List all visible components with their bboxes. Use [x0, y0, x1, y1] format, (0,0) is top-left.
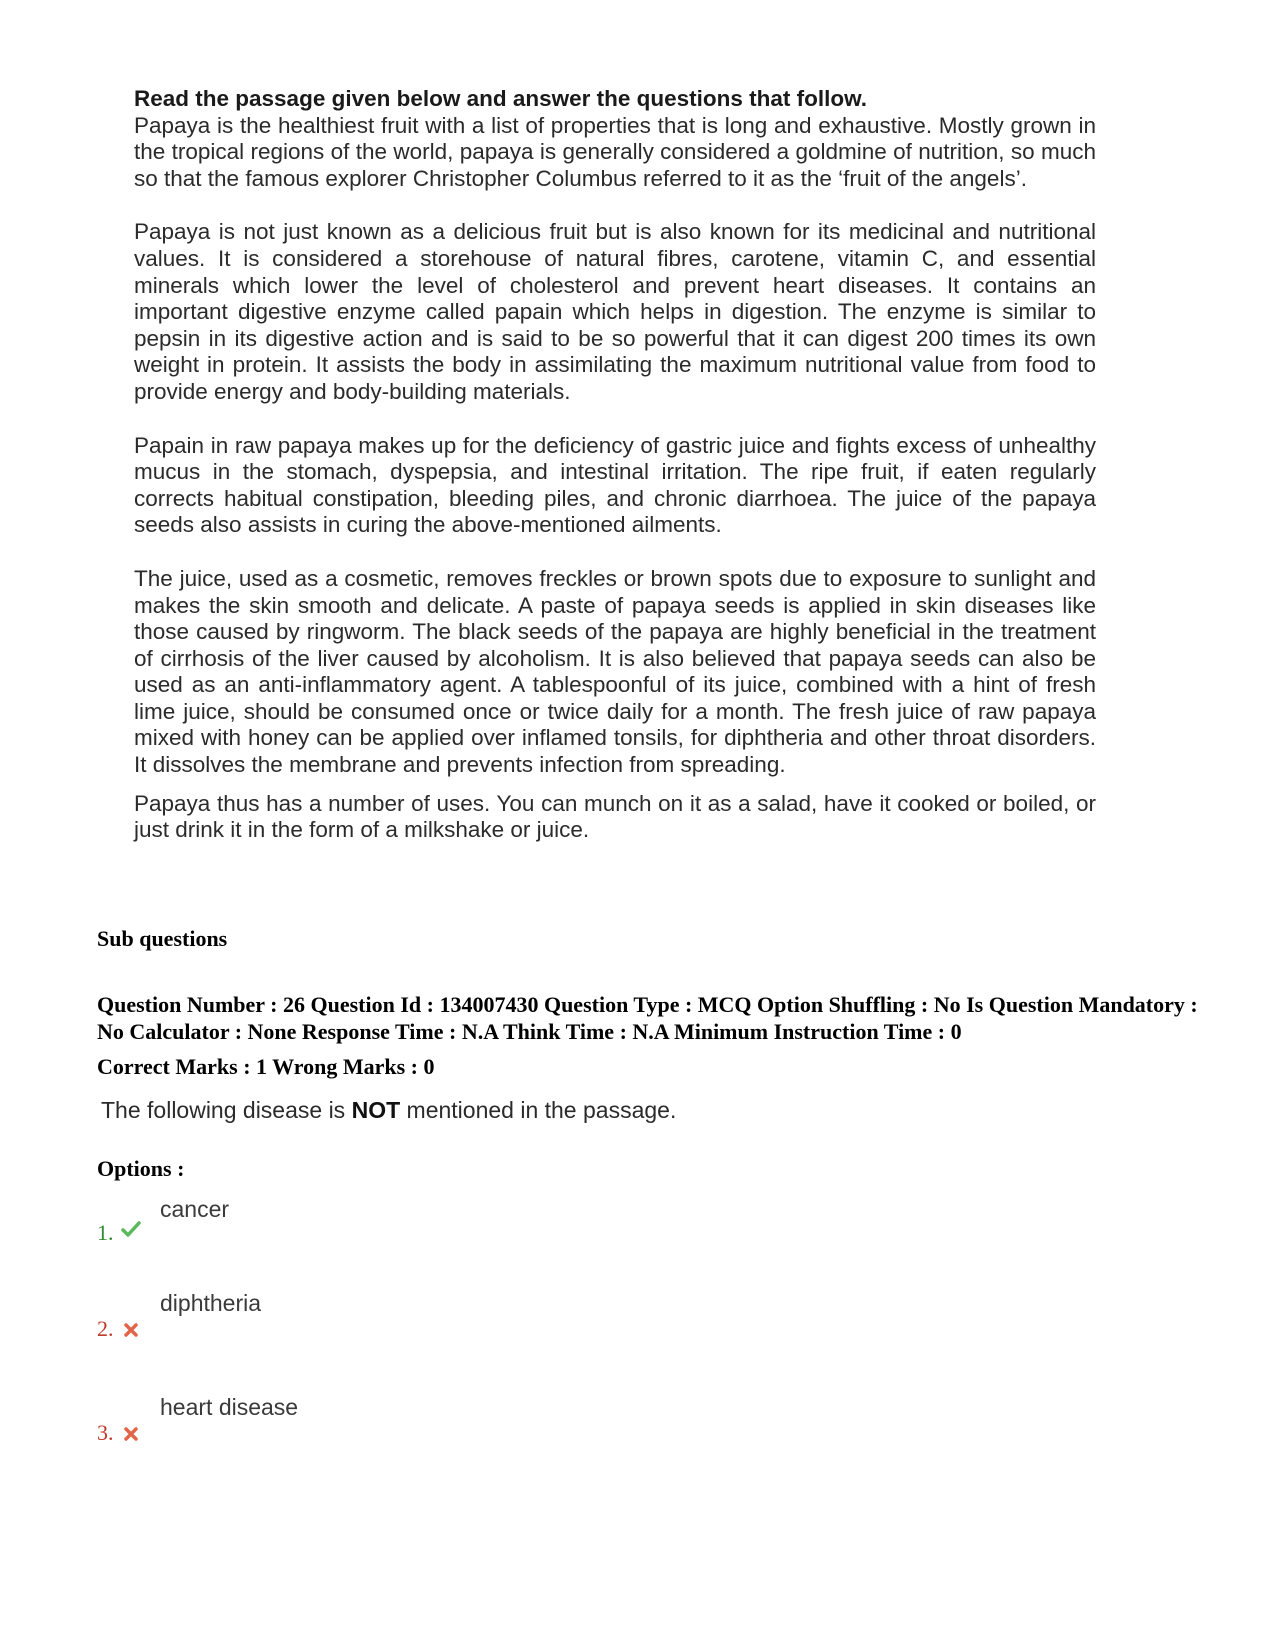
option-1[interactable] [97, 1196, 497, 1256]
question-text-after: mentioned in the passage. [400, 1097, 677, 1123]
question-marks: Correct Marks : 1 Wrong Marks : 0 [97, 1054, 435, 1079]
options-label: Options : [97, 1156, 185, 1181]
option-number: 3. [97, 1420, 114, 1445]
option-3[interactable] [97, 1394, 497, 1454]
passage-paragraph-4: The juice, used as a cosmetic, removes freckles or brown spots due to exposure to sunlight and makes the skin smooth and delicate. A paste of papaya seeds is applied in skin diseases like those caused by ringworm. The black seeds of the papaya are highly beneficial in the treatment of cirrhosis of the liver caused by alcoholism. It is also believed that papaya seeds can also be used as an anti-inflammatory agent. A tablespoonful of its juice, combined with a hint of fresh lime juice, should be consumed once or twice daily for a month. The fresh juice of raw papaya mixed with honey can be applied over inflamed tonsils, for diphtheria and other throat disorders. It dissolves the membrane and prevents infection from spreading. [134, 565, 1096, 778]
passage-paragraph-3: Papain in raw papaya makes up for the deficiency of gastric juice and fights excess of unhealthy mucus in the stomach, dyspepsia, and intestinal irritation. The ripe fruit, if eaten regularly corrects habitual constipation, bleeding piles, and chronic diarrhoea. The juice of the papaya seeds also assists in curing the above-mentioned ailments. [134, 432, 1096, 538]
option-number: 2. [97, 1316, 114, 1341]
option-text: cancer [160, 1196, 230, 1222]
question-text-before: The following disease is [101, 1097, 352, 1123]
passage-paragraph-1: Papaya is the healthiest fruit with a list of properties that is long and exhaustive. Mostly grown in the tropical regions of the world, papaya is generally considered a goldmine of nutrition, so much so that the famous explorer Christopher Columbus referred to it as the ‘fruit of the angels’. [134, 112, 1096, 191]
option-text: diphtheria [160, 1290, 262, 1316]
passage [134, 86, 1096, 844]
option-2[interactable] [97, 1290, 497, 1350]
passage-heading: Read the passage given below and answer the questions that follow. [134, 86, 868, 111]
question-metadata: Question Number : 26 Question Id : 134007430 Question Type : MCQ Option Shuffling : No Is Question Mandatory : No Calculator : None Response Time : N.A Think Time : N.A Minimum Instruction Time : 0 [97, 992, 1198, 1044]
cross-icon [121, 1424, 141, 1444]
cross-icon [121, 1320, 141, 1340]
question-text-emphasis: NOT [351, 1097, 401, 1123]
option-text: heart disease [160, 1394, 299, 1420]
passage-paragraph-5: Papaya thus has a number of uses. You can munch on it as a salad, have it cooked or boiled, or just drink it in the form of a milkshake or juice. [134, 790, 1096, 843]
check-icon [121, 1219, 141, 1239]
question-text [101, 1097, 676, 1124]
option-number: 1. [97, 1220, 114, 1245]
sub-questions-label: Sub questions [97, 926, 228, 951]
passage-paragraph-2: Papaya is not just known as a delicious fruit but is also known for its medicinal and nutritional values. It is considered a storehouse of natural fibres, carotene, vitamin C, and essential minerals which lower the level of cholesterol and prevent heart diseases. It contains an important digestive enzyme called papain which helps in digestion. The enzyme is similar to pepsin in its digestive action and is said to be so powerful that it can digest 200 times its own weight in protein. It assists the body in assimilating the maximum nutritional value from food to provide energy and body-building materials. [134, 219, 1096, 404]
